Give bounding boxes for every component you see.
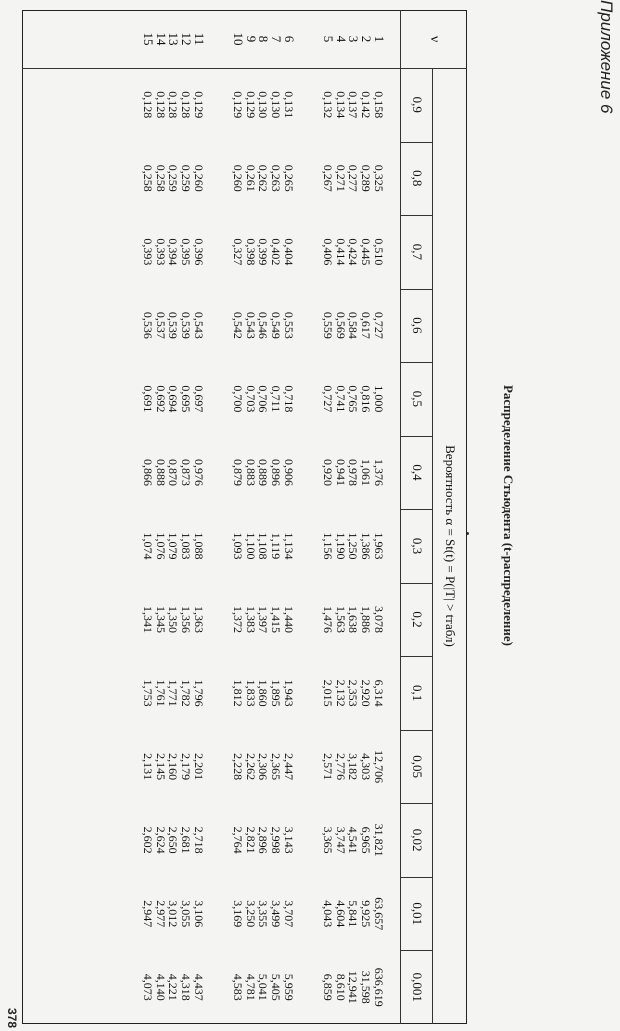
nu-value: 6 xyxy=(281,35,297,43)
table-cell: 0,559 xyxy=(321,311,336,339)
nu-value: 9 xyxy=(243,35,259,43)
table-cell: 0,694 xyxy=(166,385,181,413)
table-cell: 5,041 xyxy=(256,973,271,1001)
table-cell: 0,137 xyxy=(346,91,361,119)
table-cell: 12,941 xyxy=(346,970,361,1004)
table-cell: 2,920 xyxy=(359,679,374,707)
nu-value: 8 xyxy=(256,35,272,43)
table-cell: 0,128 xyxy=(166,91,181,119)
table-cell: 0,260 xyxy=(191,164,206,192)
table-cell: 3,055 xyxy=(179,900,194,928)
table-cell: 1,895 xyxy=(269,679,284,707)
table-cell: 0,396 xyxy=(191,238,206,266)
table-cell: 1,753 xyxy=(141,679,156,707)
table-cell: 4,583 xyxy=(231,973,246,1001)
table-cell: 0,765 xyxy=(346,385,361,413)
table-cell: 1,812 xyxy=(231,679,246,707)
table-cell: 2,896 xyxy=(256,826,271,854)
alpha-header: 0,1 xyxy=(410,684,425,702)
header-divider xyxy=(432,68,433,1024)
nu-header: ν xyxy=(427,35,442,43)
table-cell: 1,083 xyxy=(179,532,194,560)
table-cell: 0,941 xyxy=(333,458,348,486)
alpha-header: 0,05 xyxy=(410,755,425,778)
table-cell: 1,074 xyxy=(141,532,156,560)
table-cell: 3,143 xyxy=(281,826,296,854)
table-cell: 0,543 xyxy=(243,311,258,339)
table-cell: 0,976 xyxy=(191,458,206,486)
table-cell: 1,356 xyxy=(179,606,194,634)
alpha-header-divider xyxy=(401,803,433,804)
alpha-header-divider xyxy=(401,215,433,216)
nu-value: 4 xyxy=(333,35,349,43)
table-cell: 0,873 xyxy=(179,458,194,486)
alpha-header: 0,4 xyxy=(410,464,425,481)
table-cell: 3,012 xyxy=(166,900,181,928)
table-cell: 0,128 xyxy=(179,91,194,119)
table-cell: 0,259 xyxy=(166,164,181,192)
table-cell: 0,260 xyxy=(231,164,246,192)
table-cell: 8,610 xyxy=(333,973,348,1001)
table-cell: 0,692 xyxy=(153,385,168,413)
table-cell: 4,303 xyxy=(359,753,374,781)
table-cell: 6,859 xyxy=(321,973,336,1001)
table-cell: 0,406 xyxy=(321,238,336,266)
table-cell: 2,353 xyxy=(346,679,361,707)
table-cell: 4,043 xyxy=(321,900,336,928)
table-cell: 636,619 xyxy=(371,967,386,1007)
table-cell: 2,977 xyxy=(153,900,168,928)
appendix-label: Приложение 6 xyxy=(597,0,616,114)
table-cell: 0,718 xyxy=(281,385,296,413)
table-cell: 1,250 xyxy=(346,532,361,560)
table-cell: 1,833 xyxy=(243,679,258,707)
alpha-header: 0,01 xyxy=(410,902,425,926)
table-cell: 0,129 xyxy=(191,91,206,119)
table-cell: 2,998 xyxy=(269,826,284,854)
table-cell: 1,886 xyxy=(359,606,374,634)
nu-column-divider xyxy=(22,68,467,69)
table-cell: 1,386 xyxy=(359,532,374,560)
table-cell: 3,169 xyxy=(231,900,246,928)
table-cell: 1,190 xyxy=(333,532,348,560)
table-cell: 3,078 xyxy=(371,606,386,634)
table-cell: 1,563 xyxy=(333,606,348,634)
table-cell: 0,896 xyxy=(269,458,284,486)
table-cell: 1,761 xyxy=(153,679,168,707)
table-cell: 0,617 xyxy=(359,311,374,339)
table-cell: 3,747 xyxy=(333,826,348,854)
table-cell: 2,132 xyxy=(333,679,348,707)
table-cell: 2,228 xyxy=(231,753,246,781)
alpha-header-divider xyxy=(401,436,433,437)
alpha-header-divider xyxy=(401,583,433,584)
table-cell: 0,393 xyxy=(141,238,156,266)
alpha-header: 0,3 xyxy=(410,537,425,555)
table-cell: 0,727 xyxy=(321,385,336,413)
table-cell: 2,131 xyxy=(141,753,156,781)
table-cell: 2,365 xyxy=(269,753,284,781)
table-cell: 5,405 xyxy=(269,973,284,1001)
alpha-header-divider xyxy=(401,289,433,290)
table-cell: 9,925 xyxy=(359,900,374,928)
probability-header: Вероятность α = St(t) = P(|T| > tтабл) xyxy=(443,445,458,647)
nu-value: 2 xyxy=(359,35,375,43)
table-cell: 1,860 xyxy=(256,679,271,707)
table-cell: 0,142 xyxy=(359,91,374,119)
table-cell: 0,424 xyxy=(346,238,361,266)
table-cell: 3,499 xyxy=(269,900,284,928)
table-cell: 1,963 xyxy=(371,532,386,560)
table-cell: 3,365 xyxy=(321,826,336,854)
table-cell: 2,306 xyxy=(256,753,271,781)
table-cell: 4,781 xyxy=(243,973,258,1001)
table-cell: 4,221 xyxy=(166,973,181,1001)
table-cell: 2,764 xyxy=(231,826,246,854)
table-cell: 0,870 xyxy=(166,458,181,486)
table-cell: 0,697 xyxy=(191,385,206,413)
table-cell: 0,404 xyxy=(281,238,296,266)
table-cell: 0,271 xyxy=(333,164,348,192)
table-cell: 2,179 xyxy=(179,753,194,781)
table-cell: 0,816 xyxy=(359,385,374,413)
table-cell: 1,350 xyxy=(166,606,181,634)
alpha-header: 0,001 xyxy=(410,972,425,1002)
table-cell: 0,706 xyxy=(256,385,271,413)
table-cell: 1,397 xyxy=(256,606,271,634)
table-cell: 1,440 xyxy=(281,606,296,634)
table-cell: 0,128 xyxy=(141,91,156,119)
table-cell: 0,325 xyxy=(371,164,386,192)
alpha-header: 0,8 xyxy=(410,170,425,187)
alpha-header: 0,9 xyxy=(410,96,425,113)
alpha-header: 0,5 xyxy=(410,390,425,408)
table-cell: 0,510 xyxy=(371,238,386,266)
table-cell: 2,681 xyxy=(179,826,194,854)
body-divider xyxy=(400,10,401,1024)
table-cell: 0,258 xyxy=(141,164,156,192)
table-cell: 0,883 xyxy=(243,458,258,486)
table-cell: 0,700 xyxy=(231,385,246,413)
nu-value: 1 xyxy=(371,35,387,43)
page-number: 378 xyxy=(5,1008,19,1029)
table-cell: 0,542 xyxy=(231,311,246,339)
table-cell: 0,258 xyxy=(153,164,168,192)
table-cell: 4,140 xyxy=(153,973,168,1001)
nu-value: 10 xyxy=(231,32,247,46)
table-cell: 2,776 xyxy=(333,753,348,781)
table-cell: 1,638 xyxy=(346,606,361,634)
table-cell: 2,650 xyxy=(166,826,181,854)
table-cell: 0,265 xyxy=(281,164,296,192)
table-cell: 0,888 xyxy=(153,458,168,486)
table-cell: 1,076 xyxy=(153,532,168,560)
table-cell: 2,602 xyxy=(141,826,156,854)
table-cell: 0,395 xyxy=(179,238,194,266)
nu-value: 5 xyxy=(321,35,337,43)
table-cell: 0,906 xyxy=(281,458,296,486)
table-cell: 0,539 xyxy=(179,311,194,339)
table-cell: 1,088 xyxy=(191,532,206,560)
alpha-header-divider xyxy=(401,509,433,510)
table-cell: 0,158 xyxy=(371,91,386,119)
alpha-header-divider xyxy=(401,362,433,363)
table-cell: 1,093 xyxy=(231,532,246,560)
table-cell: 0,727 xyxy=(371,311,386,339)
table-cell: 2,160 xyxy=(166,753,181,781)
nu-value: 14 xyxy=(153,32,169,46)
table-cell: 2,201 xyxy=(191,753,206,781)
table-cell: 12,706 xyxy=(371,750,386,784)
table-cell: 0,695 xyxy=(179,385,194,413)
table-cell: 1,134 xyxy=(281,532,296,560)
table-cell: 0,394 xyxy=(166,238,181,266)
table-cell: 0,543 xyxy=(191,311,206,339)
table-cell: 0,402 xyxy=(269,238,284,266)
table-cell: 0,920 xyxy=(321,458,336,486)
table-cell: 6,314 xyxy=(371,679,386,707)
table-cell: 1,341 xyxy=(141,606,156,634)
table-cell: 0,399 xyxy=(256,238,271,266)
table-cell: 1,376 xyxy=(371,458,386,486)
table-cell: 1,108 xyxy=(256,532,271,560)
table-cell: 0,130 xyxy=(256,91,271,119)
table-cell: 1,372 xyxy=(231,606,246,634)
table-cell: 0,259 xyxy=(179,164,194,192)
table-cell: 0,546 xyxy=(256,311,271,339)
table-cell: 0,691 xyxy=(141,385,156,413)
table-cell: 4,318 xyxy=(179,973,194,1001)
table-cell: 0,277 xyxy=(346,164,361,192)
table-cell: 1,782 xyxy=(179,679,194,707)
table-cell: 0,262 xyxy=(256,164,271,192)
table-cell: 0,539 xyxy=(166,311,181,339)
table-cell: 0,128 xyxy=(153,91,168,119)
alpha-header: 0,6 xyxy=(410,317,425,334)
table-cell: 1,156 xyxy=(321,532,336,560)
alpha-header: 0,02 xyxy=(410,828,425,852)
table-cell: 1,415 xyxy=(269,606,284,634)
nu-value: 7 xyxy=(269,35,285,43)
table-cell: 0,130 xyxy=(269,91,284,119)
table-cell: 0,414 xyxy=(333,238,348,266)
table-cell: 0,267 xyxy=(321,164,336,192)
table-cell: 0,549 xyxy=(269,311,284,339)
table-cell: 0,879 xyxy=(231,458,246,486)
table-cell: 31,598 xyxy=(359,970,374,1004)
table-cell: 1,119 xyxy=(269,532,284,560)
table-cell: 0,569 xyxy=(333,311,348,339)
table-cell: 1,383 xyxy=(243,606,258,634)
table-cell: 1,476 xyxy=(321,606,336,634)
table-cell: 1,943 xyxy=(281,679,296,707)
table-cell: 1,363 xyxy=(191,606,206,634)
table-cell: 0,703 xyxy=(243,385,258,413)
table-cell: 3,250 xyxy=(243,900,258,928)
table-cell: 0,134 xyxy=(333,91,348,119)
table-cell: 0,866 xyxy=(141,458,156,486)
table-cell: 4,073 xyxy=(141,973,156,1001)
appendix-header xyxy=(580,0,620,1031)
table-cell: 2,262 xyxy=(243,753,258,781)
table-cell: 0,445 xyxy=(359,238,374,266)
table-cell: 2,718 xyxy=(191,826,206,854)
table-cell: 0,741 xyxy=(333,385,348,413)
table-cell: 0,711 xyxy=(269,385,284,413)
table-cell: 1,100 xyxy=(243,532,258,560)
table-cell: 0,393 xyxy=(153,238,168,266)
table-cell: 63,657 xyxy=(371,897,386,931)
table-cell: 4,604 xyxy=(333,900,348,928)
table-cell: 5,841 xyxy=(346,900,361,928)
table-cell: 2,571 xyxy=(321,753,336,781)
table-cell: 0,398 xyxy=(243,238,258,266)
table-cell: 3,106 xyxy=(191,900,206,928)
nu-value: 11 xyxy=(191,32,207,46)
table-cell: 0,131 xyxy=(281,91,296,119)
table-cell: 5,959 xyxy=(281,973,296,1001)
table-cell: 1,000 xyxy=(371,385,386,413)
table-cell: 0,261 xyxy=(243,164,258,192)
table-cell: 1,345 xyxy=(153,606,168,634)
table-cell: 3,355 xyxy=(256,900,271,928)
table-cell: 1,061 xyxy=(359,458,374,486)
alpha-header-divider xyxy=(401,950,433,951)
table-cell: 0,129 xyxy=(243,91,258,119)
alpha-header-divider xyxy=(401,142,433,143)
table-cell: 4,541 xyxy=(346,826,361,854)
alpha-header-divider xyxy=(401,877,433,878)
table-cell: 0,553 xyxy=(281,311,296,339)
table-cell: 0,263 xyxy=(269,164,284,192)
table-cell: 4,437 xyxy=(191,973,206,1001)
table-cell: 0,537 xyxy=(153,311,168,339)
nu-value: 3 xyxy=(346,35,362,43)
table-cell: 2,447 xyxy=(281,753,296,781)
nu-value: 12 xyxy=(179,32,195,46)
table-cell: 0,584 xyxy=(346,311,361,339)
nu-value: 15 xyxy=(141,32,157,46)
table-cell: 0,889 xyxy=(256,458,271,486)
table-cell: 0,978 xyxy=(346,458,361,486)
table-cell: 2,145 xyxy=(153,753,168,781)
alpha-header: 0,7 xyxy=(410,243,425,260)
table-cell: 1,796 xyxy=(191,679,206,707)
table-cell: 6,965 xyxy=(359,826,374,854)
table-cell: 2,947 xyxy=(141,900,156,928)
nu-value: 13 xyxy=(166,32,182,46)
alpha-header-divider xyxy=(401,656,433,657)
alpha-header-divider xyxy=(401,730,433,731)
table-cell: 1,079 xyxy=(166,532,181,560)
table-cell: 0,536 xyxy=(141,311,156,339)
student-t-table xyxy=(22,10,467,1024)
table-cell: 0,129 xyxy=(231,91,246,119)
table-cell: 0,327 xyxy=(231,238,246,266)
table-cell: 2,624 xyxy=(153,826,168,854)
table-title: Распределение Стьюдента (t-распределение) xyxy=(501,384,516,647)
table-cell: 0,132 xyxy=(321,91,336,119)
table-cell: 2,015 xyxy=(321,679,336,707)
table-cell: 1,771 xyxy=(166,679,181,707)
table-cell: 3,707 xyxy=(281,900,296,928)
alpha-header: 0,2 xyxy=(410,611,425,628)
table-cell: 3,182 xyxy=(346,753,361,781)
table-cell: 0,289 xyxy=(359,164,374,192)
table-cell: 31,821 xyxy=(371,823,386,857)
table-cell: 2,821 xyxy=(243,826,258,854)
